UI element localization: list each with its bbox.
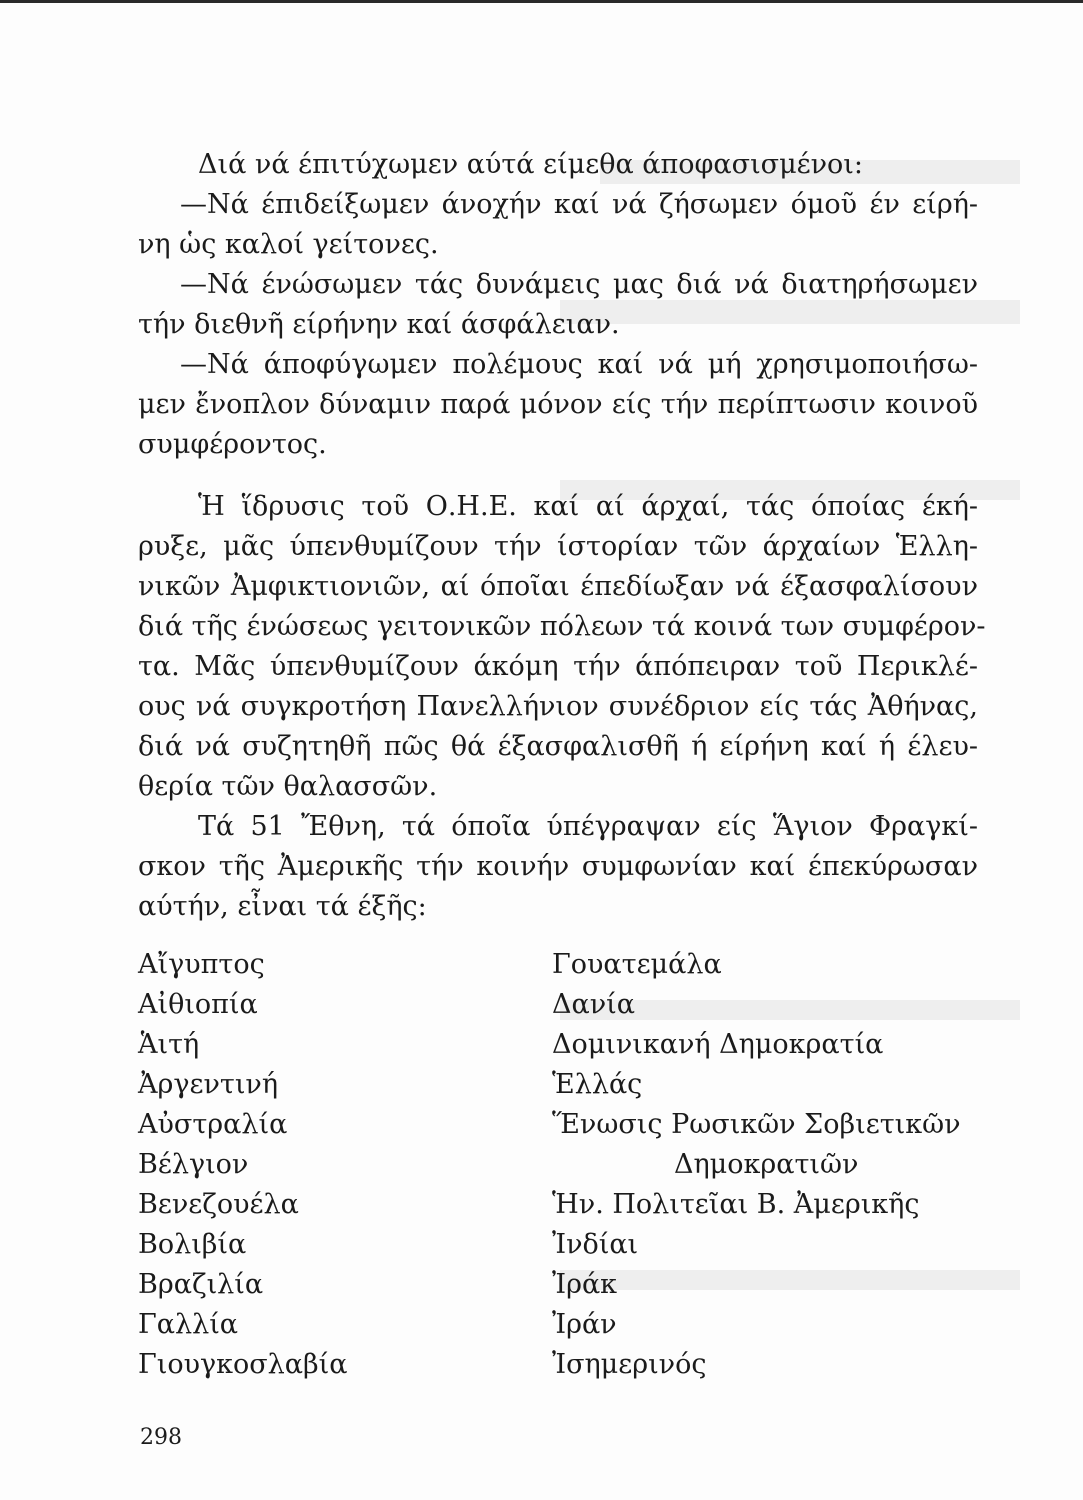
country-row (138, 1145, 978, 1185)
text-line: ρυξε, μᾶς ύπενθυμίζουν τήν ίστορίαν τῶν άρχαίων Ἑλλη- (138, 531, 978, 562)
text-line: διά τῆς ένώσεως γειτονικῶν πόλεων τά κοινά των συμφέρον- (138, 611, 986, 642)
text-line: συμφέροντος. (138, 429, 327, 460)
text-line: —Νά έπιδείξωμεν άνοχήν καί νά ζήσωμεν όμοῦ έν είρή- (180, 189, 978, 220)
country-row (138, 1105, 978, 1145)
country-name: Βέλγιον (138, 1149, 249, 1180)
text-line: —Νά ένώσωμεν τάς δυνάμεις μας διά νά διατηρήσωμεν (180, 269, 978, 300)
text-line: Τά 51 Ἔθνη, τά όποῖα ύπέγραψαν είς Ἅγιον Φραγκί- (198, 811, 978, 842)
country-name: Γαλλία (138, 1309, 239, 1340)
text-line: τα. Μᾶς ύπενθυμίζουν άκόμη τήν άπόπειραν τοῦ Περικλέ- (138, 651, 978, 682)
country-name: Βενεζουέλα (138, 1189, 299, 1220)
country-name: Ἡν. Πολιτεῖαι Β. Ἀμερικῆς (552, 1189, 920, 1220)
text-line: διά νά συζητηθῆ πῶς θά έξασφαλισθῆ ή είρήνη καί ή έλευ- (138, 731, 978, 762)
paragraph-gap (138, 465, 978, 487)
country-name: Ἰράκ (552, 1269, 618, 1300)
text-line: νη ὡς καλοί γείτονες. (138, 229, 439, 260)
country-name: Δανία (552, 989, 635, 1020)
country-name: Γιουγκοσλαβία (138, 1349, 348, 1380)
country-name: Ἕνωσις Ρωσικῶν Σοβιετικῶν (552, 1109, 961, 1140)
country-name: Γουατεμάλα (552, 949, 722, 980)
country-name: Ἰσημερινός (552, 1349, 707, 1380)
country-name: Ἰράν (552, 1309, 617, 1340)
country-row (138, 985, 978, 1025)
text-line: αύτήν, εἶναι τά έξῆς: (138, 891, 427, 922)
country-row (138, 1025, 978, 1065)
country-name: Αὐστραλία (138, 1109, 288, 1140)
country-name: Αἰθιοπία (138, 989, 258, 1020)
country-name: Δομινικανή Δημοκρατία (552, 1029, 884, 1060)
page-number: 298 (140, 1425, 182, 1450)
text-line: μεν ἔνοπλον δύναμιν παρά μόνον είς τήν περίπτωσιν κοινοῦ (138, 389, 978, 420)
text-line: Διά νά έπιτύχωμεν αύτά είμεθα άποφασισμένοι: (198, 149, 863, 180)
body-text (138, 145, 986, 927)
country-row (138, 945, 978, 985)
country-name-continuation: Δημοκρατιῶν (674, 1149, 859, 1180)
text-line: σκον τῆς Ἀμερικῆς τήν κοινήν συμφωνίαν καί έπεκύρωσαν (138, 851, 978, 882)
country-row (138, 1345, 978, 1385)
country-name: Αἴγυπτος (138, 949, 265, 980)
country-name: Ἁιτή (138, 1029, 200, 1060)
country-name: Ἀργεντινή (138, 1069, 279, 1100)
text-line: —Νά άποφύγωμεν πολέμους καί νά μή χρησιμοποιήσω- (180, 349, 978, 380)
text-line: θερία τῶν θαλασσῶν. (138, 771, 438, 802)
country-list (138, 945, 978, 1385)
country-name: Βραζιλία (138, 1269, 264, 1300)
country-row (138, 1065, 978, 1105)
country-row (138, 1265, 978, 1305)
country-row (138, 1185, 978, 1225)
scan-top-edge (0, 0, 1083, 3)
text-line: νικῶν Ἀμφικτιονιῶν, αί όποῖαι έπεδίωξαν νά έξασφαλίσουν (138, 571, 978, 602)
country-row (138, 1225, 978, 1265)
country-name: Ἑλλάς (552, 1069, 643, 1100)
country-name: Βολιβία (138, 1229, 247, 1260)
text-line: τήν διεθνῆ είρήνην καί άσφάλειαν. (138, 309, 620, 340)
country-row (138, 1305, 978, 1345)
text-line: ους νά συγκροτήση Πανελλήνιον συνέδριον είς τάς Ἀθήνας, (138, 691, 978, 722)
text-line: Ἡ ἵδρυσις τοῦ Ο.Η.Ε. καί αί άρχαί, τάς όποίας έκή- (198, 491, 978, 522)
country-name: Ἰνδίαι (552, 1229, 639, 1260)
